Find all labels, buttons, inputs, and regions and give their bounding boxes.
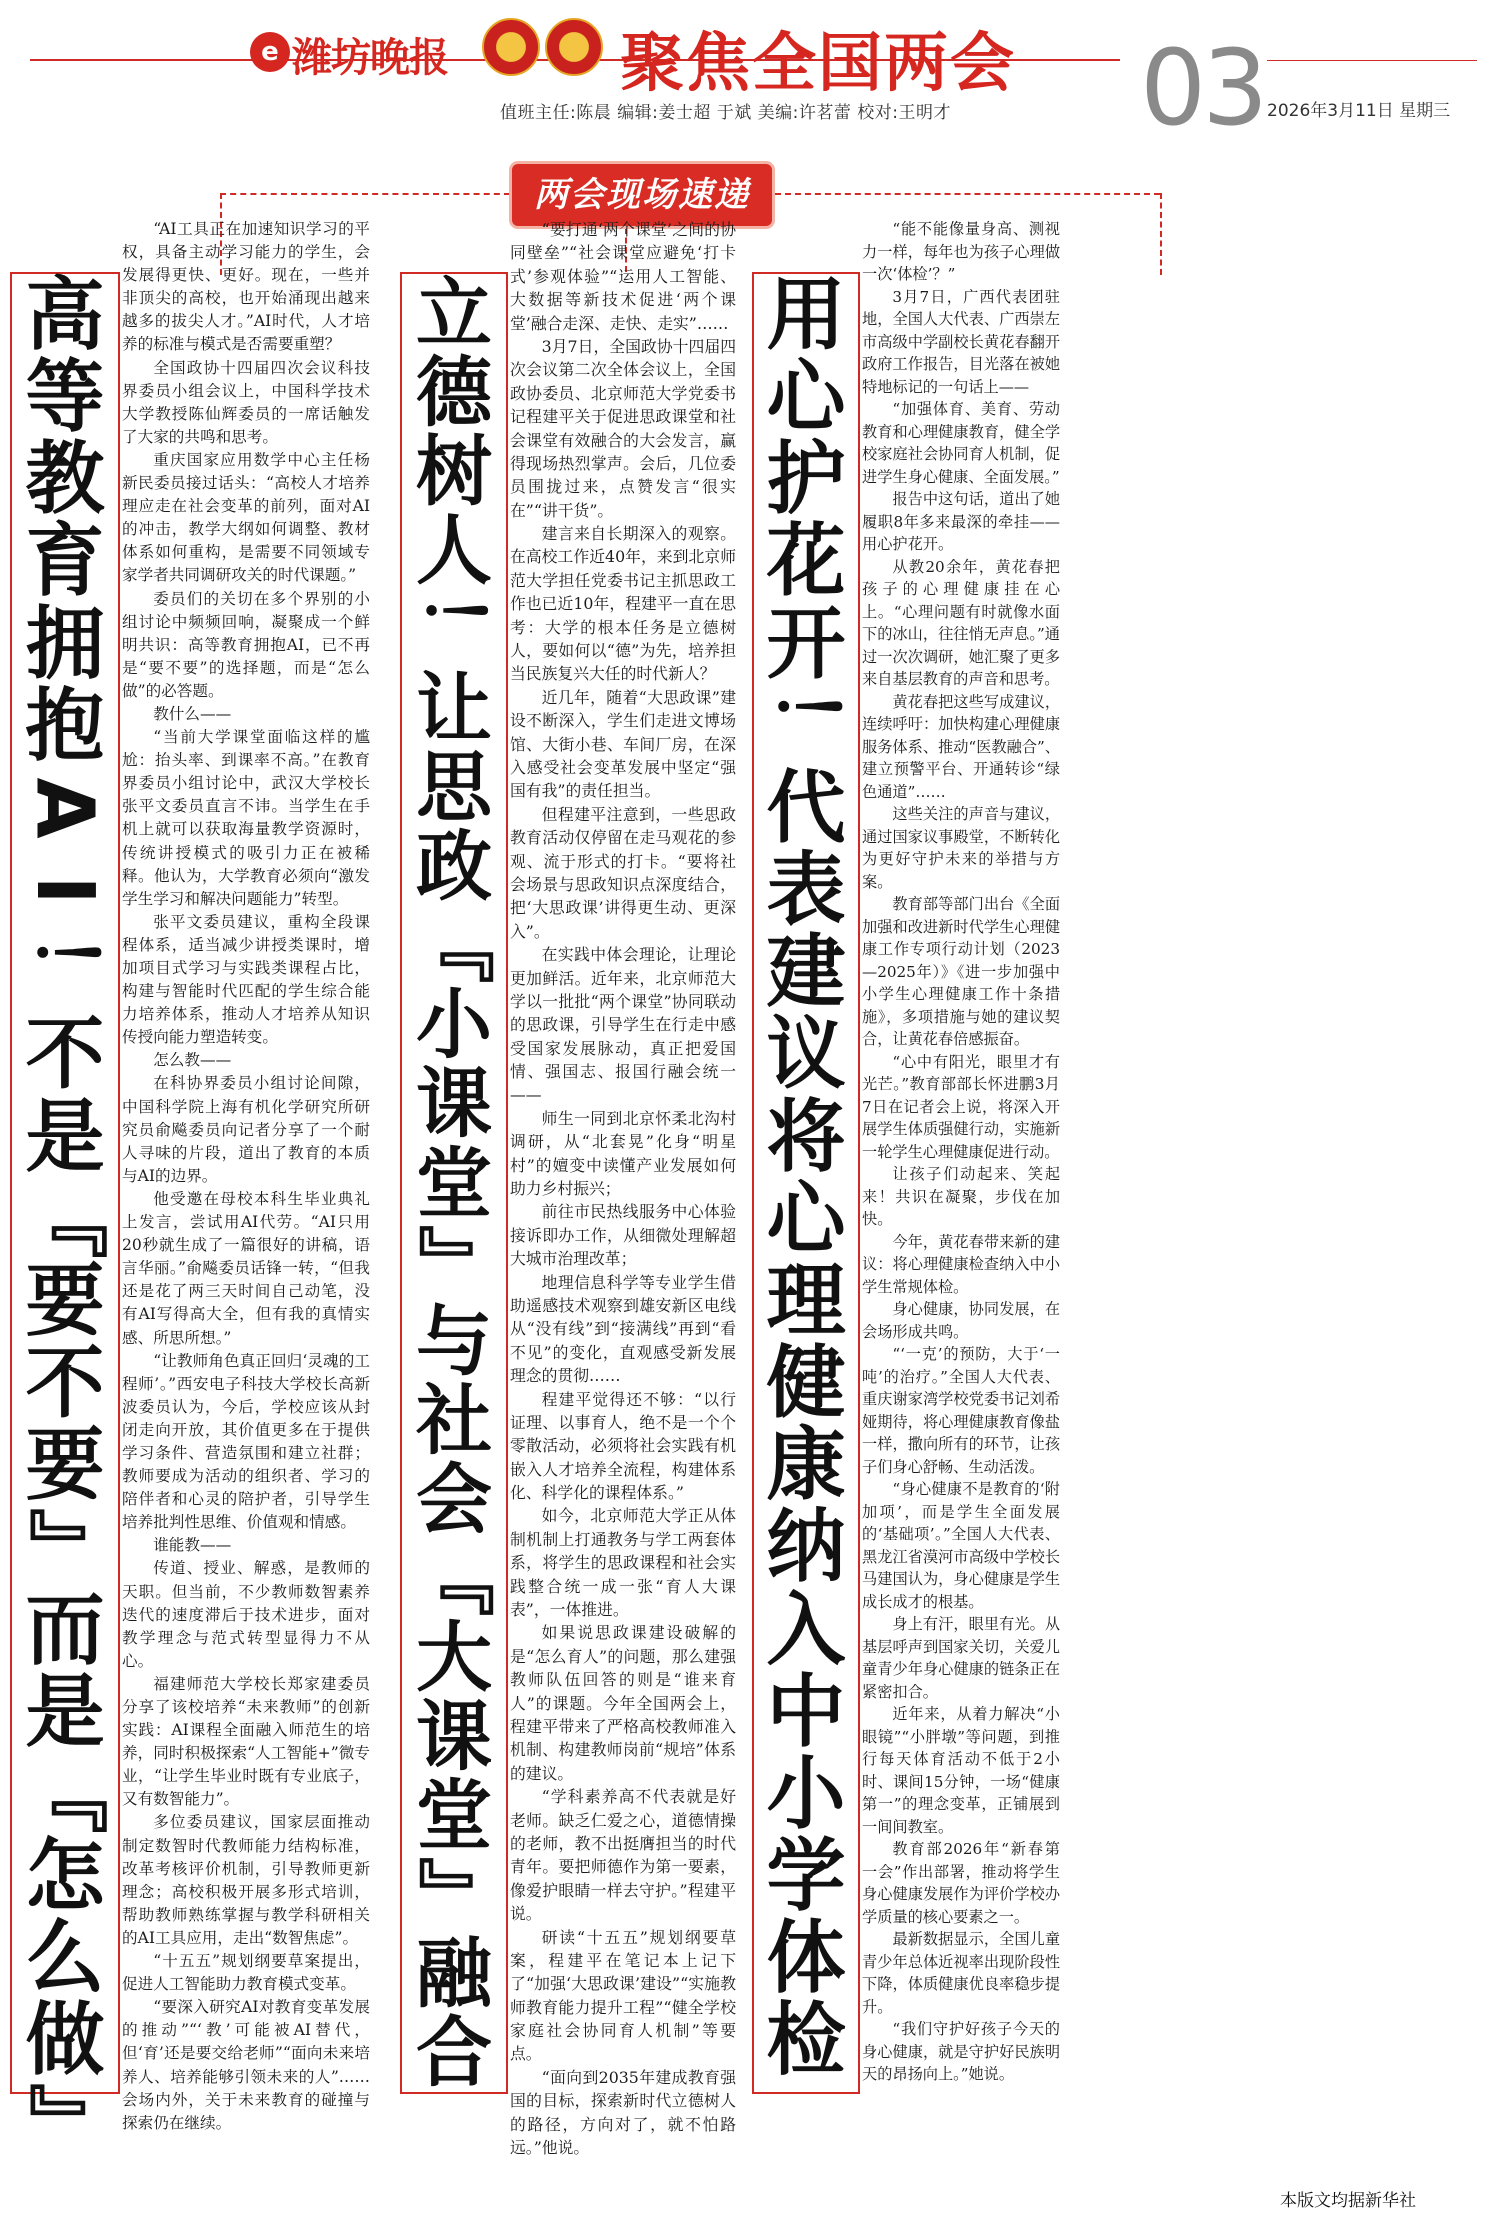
headline-char: 心 xyxy=(766,1172,846,1265)
headline-char: ！ xyxy=(760,686,853,766)
article-paragraph: 如果说思政课建设破解的是“怎么育人”的问题，那么建强教师队伍回答的则是“谁来育人”的课题。今年全国两会上，程建平带来了严格高校教师准入机制、构建教师岗前“规培”体系的建议。 xyxy=(510,1623,736,1783)
headline-char: 思 xyxy=(416,743,492,833)
headline-char: 是 xyxy=(25,1090,105,1183)
headline-char: 小 xyxy=(766,1747,846,1840)
headline-char: 么 xyxy=(25,1912,105,2005)
headline-char: 要 xyxy=(25,1254,105,1347)
headline-char: 与 xyxy=(416,1296,492,1386)
headline-banner-1 xyxy=(10,269,120,2163)
headline-char: 』 xyxy=(409,1224,499,1301)
national-emblem-icon xyxy=(482,18,540,76)
headline-char: 课 xyxy=(416,1691,492,1781)
headline-char: 课 xyxy=(416,1059,492,1149)
article-paragraph: 建言来自长期深入的观察。在高校工作近40年，来到北京师范大学担任党委书记主抓思政工作也已近10年，程建平一直在思考：大学的根本任务是立德树人，要如何以“德”为先，培养担当民族复兴大任的时代新人？ xyxy=(510,524,736,684)
headline-banner-2 xyxy=(400,269,508,2098)
article-paragraph: 近几年，随着“大思政课”建设不断深入，学生们走进文博场馆、大街小巷、车间厂房，在深入感受社会变革发展中坚定“强国有我”的责任担当。 xyxy=(510,687,736,801)
headline-char: 拥 xyxy=(25,597,105,690)
article-paragraph: 重庆国家应用数学中心主任杨新民委员接过话头：“高校人才培养理应走在社会变革的前列，面对AI的冲击，教学大纲如何调整、教材体系如何重构，是需要不同领域专家学者共同调研攻关的时代课题。” xyxy=(122,450,370,585)
headline-char: 心 xyxy=(766,351,846,444)
page-number: 03 xyxy=(1140,27,1265,149)
section-title: 聚焦全国两会 xyxy=(620,27,1016,101)
article-paragraph: 多位委员建议，国家层面推动制定数智时代教师能力结构标准，改革考核评价机制，引导教师更新理念；高校积极开展多形式培训，帮助教师熟练掌握与教学科研相关的AI工具应用，走出“数智焦虑”。 xyxy=(122,1813,370,1947)
headline-char: 做 xyxy=(25,1994,105,2087)
source-note: 本版文均据新华社 xyxy=(1280,2191,1416,2211)
article-paragraph: “‘一克’的预防，大于‘一吨’的治疗。”全国人大代表、重庆谢家湾学校党委书记刘希娅期待，将心理健康教育像盐一样，撒向所有的环节，让孩子们身心舒畅、生动活泼。 xyxy=(862,1345,1060,1476)
headline-char: 怎 xyxy=(25,1829,105,1922)
article-paragraph: “十五五”规划纲要草案提出，促进人工智能助力教育模式变革。 xyxy=(122,1952,370,1994)
article-paragraph: 怎么教—— xyxy=(153,1051,232,1070)
headline-banner-3 xyxy=(752,269,860,2094)
headline-char: 而 xyxy=(25,1583,105,1676)
headline-char: 『 xyxy=(19,1754,112,1834)
cppcc-emblem-icon xyxy=(545,18,603,76)
headline-char: 学 xyxy=(766,1829,846,1922)
article-paragraph: 黄花春把这些写成建议，连续呼吁：加快构建心理健康服务体系、推动“医教融合”、建立预警平台、开通转诊“绿色通道”…… xyxy=(862,692,1060,801)
headline-char: 护 xyxy=(766,433,846,526)
article-3-body xyxy=(862,218,1060,2086)
article-paragraph: 福建师范大学校长郑家建委员分享了该校培养“未来教师”的创新实践：AI课程全面融入师范生的培养，同时积极探索“人工智能+”微专业，“让学生毕业时既有专业底子，又有数智能力”。 xyxy=(122,1674,370,1809)
headline-char: ！ xyxy=(19,932,112,1012)
headline-char: 小 xyxy=(416,980,492,1070)
newspaper-name: 潍坊晚报 xyxy=(292,35,448,81)
headline-char: 社 xyxy=(416,1375,492,1465)
article-paragraph: “学科素养高不代表就是好老师。缺乏仁爱之心，道德情操的老师，教不出挺膺担当的时代青年。要把师德作为第一要素，像爱护眼睛一样去守护。”程建平说。 xyxy=(510,1787,736,1924)
article-paragraph: “能不能像量身高、测视力一样，每年也为孩子心理做一次‘体检’？” xyxy=(862,220,1060,283)
article-paragraph: “让教师角色真正回归‘灵魂的工程师’。”西安电子科技大学校长高新波委员认为，今后，学校应该从封闭走向开放，其价值更多在于提供学习条件、营造氛围和建立社群；教师要成为活动的组织者、学习的陪伴者和心灵的陪护者，引导学生培养批判性思维、价值观和情感。 xyxy=(122,1351,370,1532)
article-paragraph: 教育部等部门出台《全面加强和改进新时代学生心理健康工作专项行动计划（2023—2025年）》《进一步加强中小学生心理健康工作十条措施》，多项措施与她的建议契合，让黄花春倍感振奋。 xyxy=(862,895,1060,1048)
headline-char: 等 xyxy=(25,351,105,444)
headline-char: 德 xyxy=(416,348,492,438)
headline-char: 花 xyxy=(766,515,846,608)
article-paragraph: 地理信息科学等专业学生借助遥感技术观察到雄安新区电线从“没有线”到“接满线”再到“看不见”的变化，直观感受新发展理念的贯彻…… xyxy=(510,1272,736,1386)
headline-char: 会 xyxy=(416,1454,492,1544)
article-paragraph: 3月7日，全国政协十四届四次会议第二次全体会议上，全国政协委员、北京师范大学党委书记程建平关于促进思政课堂和社会课堂有效融合的大会发言，赢得现场热烈掌声。会后，几位委员围拢过来，点赞发言“很实在”“讲干货”。 xyxy=(510,336,736,520)
article-paragraph: 委员们的关切在多个界别的小组讨论中频频回响，凝聚成一个鲜明共识：高等教育拥抱AI，已不再是“要不要”的选择题，而是“怎么做”的必答题。 xyxy=(122,589,370,700)
article-paragraph: 最新数据显示，全国儿童青少年总体近视率出现阶段性下降，体质健康优良率稳步提升。 xyxy=(862,1930,1060,2016)
article-paragraph: 他受邀在母校本科生毕业典礼上发言，尝试用AI代劳。“AI只用20秒就生成了一篇很好的讲稿，语言华丽。”俞飚委员话锋一转，“但我还是花了两三天时间自己动笔，没有AI写得高大全，但有我的真情实感、所思所想。” xyxy=(122,1189,370,1347)
headline-char: 开 xyxy=(766,597,846,690)
date-rule xyxy=(1267,60,1477,61)
article-paragraph: 从教20余年，黄花春把孩子的心理健康挂在心上。“心理问题有时就像水面下的冰山，往往悄无声息。”通过一次次调研，她汇聚了更多来自基层教育的声音和思考。 xyxy=(862,557,1060,688)
headline-char: 体 xyxy=(766,1912,846,2005)
article-paragraph: 全国政协十四届四次会议科技界委员小组会议上，中国科学技术大学教授陈仙辉委员的一席话触发了大家的共鸣和思考。 xyxy=(122,358,370,446)
article-paragraph: 教育部2026年“新春第一会”作出部署，推动将学生身心健康发展作为评价学校办学质量的核心要素之一。 xyxy=(862,1840,1060,1926)
article-paragraph: “要打通‘两个课堂’之间的协同壁垒”“社会课堂应避免‘打卡式’参观体验”“运用人工智能、大数据等新技术促进‘两个课堂’融合走深、走快、走实”…… xyxy=(510,220,736,333)
headline-char: ！ xyxy=(409,591,499,668)
headline-char: 建 xyxy=(766,926,846,1019)
headline-char: 』 xyxy=(409,1856,499,1933)
headline-char: 』 xyxy=(19,2083,112,2163)
headline-char: 纳 xyxy=(766,1501,846,1594)
headline-char: 检 xyxy=(766,1994,846,2087)
headline-char: 政 xyxy=(416,822,492,912)
article-paragraph: “面向到2035年建成教育强国的目标，探索新时代立德树人的路径，方向对了，就不怕路远。”他说。 xyxy=(510,2067,736,2158)
headline-char: 堂 xyxy=(416,1138,492,1228)
headline-char: 要 xyxy=(25,1419,105,1512)
headline-char: 是 xyxy=(25,1665,105,1758)
headline-char: 入 xyxy=(766,1583,846,1676)
headline-char: 育 xyxy=(25,515,105,608)
headline-char: 健 xyxy=(766,1337,846,1430)
headline-char: 人 xyxy=(416,506,492,596)
article-paragraph: “我们守护好孩子今天的身心健康，就是守护好民族明天的昂扬向上。”她说。 xyxy=(862,2020,1060,2083)
headline-char: 教 xyxy=(25,433,105,526)
headline-char: 合 xyxy=(416,2008,492,2098)
article-paragraph: 在实践中体会理论，让理论更加鲜活。近年来，北京师范大学以一批批“两个课堂”协同联动的思政课，引导学生在行走中感受国家发展脉动，真正把爱国情、强国志、报国行融会统一—— xyxy=(510,945,736,1105)
article-paragraph: 让孩子们动起来、笑起来！共识在凝聚，步伐在加快。 xyxy=(862,1165,1060,1228)
headline-char: 高 xyxy=(25,269,105,361)
headline-char: I xyxy=(19,875,112,905)
article-paragraph: 前往市民热线服务中心体验接诉即办工作，从细微处理解超大城市治理改革； xyxy=(510,1202,736,1269)
article-paragraph: 报告中这句话，道出了她履职8年多来最深的牵挂——用心护花开。 xyxy=(862,490,1060,553)
newspaper-logo-icon: e xyxy=(250,32,290,72)
headline-char: 让 xyxy=(416,664,492,754)
article-paragraph: 身心健康，协同发展，在会场形成共鸣。 xyxy=(862,1300,1060,1341)
article-paragraph: 在科协界委员小组讨论间隙，中国科学院上海有机化学研究所研究员俞飚委员向记者分享了一个耐人寻味的片段，道出了教育的本质与AI的边界。 xyxy=(122,1074,370,1185)
article-paragraph: 这些关注的声音与建议，通过国家议事殿堂，不断转化为更好守护未来的举措与方案。 xyxy=(862,805,1060,891)
headline-char: 立 xyxy=(416,269,492,358)
article-paragraph: 传道、授业、解惑，是教师的天职。但当前，不少教师数智素养迭代的速度滞后于技术进步，面对教学理念与范式转型显得力不从心。 xyxy=(122,1559,370,1670)
headline-char: 大 xyxy=(416,1612,492,1702)
frame-dashed-line-right xyxy=(775,193,1160,195)
headline-char: 理 xyxy=(766,1254,846,1347)
issue-date: 2026年3月11日 星期三 xyxy=(1267,101,1451,121)
article-paragraph: 师生一同到北京怀柔北沟村调研，从“北套晃”化身“明星村”的嬗变中读懂产业发展如何助力乡村振兴； xyxy=(510,1108,736,1199)
article-1-body xyxy=(122,218,370,2135)
article-paragraph: 近年来，从着力解决“小眼镜”“小胖墩”等问题，到推行每天体育活动不低于2小时、课间15分钟，一场“健康第一”的理念变革，正铺展到一间间教室。 xyxy=(862,1705,1060,1836)
article-paragraph: 程建平觉得还不够：“以行证理、以事育人，绝不是一个个零散活动，必须将社会实践有机嵌入人才培养全流程，构建体系化、科学化的课程体系。” xyxy=(510,1389,736,1503)
article-paragraph: 但程建平注意到，一些思政教育活动仅停留在走马观花的参观、流于形式的打卡。“要将社会场景与思政知识点深度结合，把‘大思政课’讲得更生动、更深入”。 xyxy=(510,804,736,941)
headline-char: 用 xyxy=(766,269,846,361)
headline-char: 『 xyxy=(19,1179,112,1259)
headline-char: 将 xyxy=(766,1090,846,1183)
article-paragraph: 今年，黄花春带来新的建议：将心理健康检查纳入中小学生常规体检。 xyxy=(862,1232,1060,1296)
article-paragraph: 谁能教—— xyxy=(153,1536,232,1555)
headline-char: 不 xyxy=(25,1008,105,1101)
headline-char: A xyxy=(19,777,112,839)
article-paragraph: “加强体育、美育、劳动教育和心理健康教育，健全学校家庭社会协同育人机制，促进学生身心健康、全面发展。” xyxy=(862,400,1060,486)
article-paragraph: 研读“十五五”规划纲要草案，程建平在笔记本上记下了“加强‘大思政课’建设”“实施教师教育能力提升工程”“健全学校家庭社会协同育人机制”等要点。 xyxy=(510,1927,736,2064)
article-paragraph: “心中有阳光，眼里才有光芒。”教育部部长怀进鹏3月7日在记者会上说，将深入开展学生体质强健行动，实施新一轮学生心理健康促进行动。 xyxy=(862,1052,1060,1161)
headline-char: 中 xyxy=(766,1665,846,1758)
article-paragraph: 教什么—— xyxy=(153,704,232,723)
headline-char: 康 xyxy=(766,1419,846,1512)
headline-char: 』 xyxy=(19,1507,112,1587)
headline-char: 表 xyxy=(766,844,846,937)
article-paragraph: 身上有汗，眼里有光。从基层呼声到国家关切，关爱儿童青少年身心健康的链条正在紧密扣合。 xyxy=(862,1615,1060,1701)
frame-dashed-drop-3 xyxy=(1160,193,1162,275)
headline-char: 树 xyxy=(416,427,492,517)
headline-char: 堂 xyxy=(416,1770,492,1860)
section-tag: 两会现场速递 xyxy=(512,164,772,226)
headline-char: 『 xyxy=(409,1540,499,1617)
article-paragraph: “AI工具正在加速知识学习的平权，具备主动学习能力的学生，会发展得更快、更好。现在，一些并非顶尖的高校，也开始涌现出越来越多的拔尖人才。”AI时代，人才培养的标准与模式是否需要重塑？ xyxy=(122,220,370,354)
headline-char: 『 xyxy=(409,907,499,984)
article-paragraph: 3月7日，广西代表团驻地，全国人大代表、广西崇左市高级中学副校长黄花春翻开政府工作报告，目光落在被她特地标记的一句话上—— xyxy=(862,287,1060,396)
staff-credits: 值班主任:陈晨 编辑:姜士超 于斌 美编:许茗蕾 校对:王明才 xyxy=(500,103,952,123)
headline-char: 代 xyxy=(766,761,846,854)
frame-dashed-line-left xyxy=(220,193,510,195)
article-paragraph: 张平文委员建议，重构全段课程体系，适当减少讲授类课时，增加项目式学习与实践类课程占比，构建与智能时代匹配的学生综合能力培养体系，推动人才培养从知识传授向能力塑造转变。 xyxy=(122,912,370,1047)
article-paragraph: “要深入研究AI对教育变革发展的推动”“‘教’可能被AI替代，但‘育’还是要交给老师”“面向未来培养人、培养能够引领未来的人”……会场内外，关于未来教育的碰撞与探索仍在继续。 xyxy=(122,1998,370,2132)
article-paragraph: 如今，北京师范大学正从体制机制上打通教务与学工两套体系，将学生的思政课程和社会实践整合统一成一张“育人大课表”，一体推进。 xyxy=(510,1506,736,1620)
article-paragraph: “身心健康不是教育的‘附加项’，而是学生全面发展的‘基础项’。”全国人大代表、黑龙江省漠河市高级中学校长马建国认为，身心健康是学生成长成才的根基。 xyxy=(862,1480,1060,1611)
article-2-body xyxy=(510,218,736,2159)
headline-char: 融 xyxy=(416,1928,492,2018)
headline-char: 抱 xyxy=(25,679,105,772)
article-paragraph: “当前大学课堂面临这样的尴尬：抬头率、到课率不高。”在教育界委员小组讨论中，武汉大学校长张平文委员直言不讳。当学生在手机上就可以获取海量教学资源时，传统讲授模式的吸引力正在被稀释。他认为，大学教育必须向“激发学生学习和解决问题能力”转型。 xyxy=(122,728,370,908)
headline-char: 议 xyxy=(766,1008,846,1101)
headline-char: 不 xyxy=(25,1337,105,1430)
